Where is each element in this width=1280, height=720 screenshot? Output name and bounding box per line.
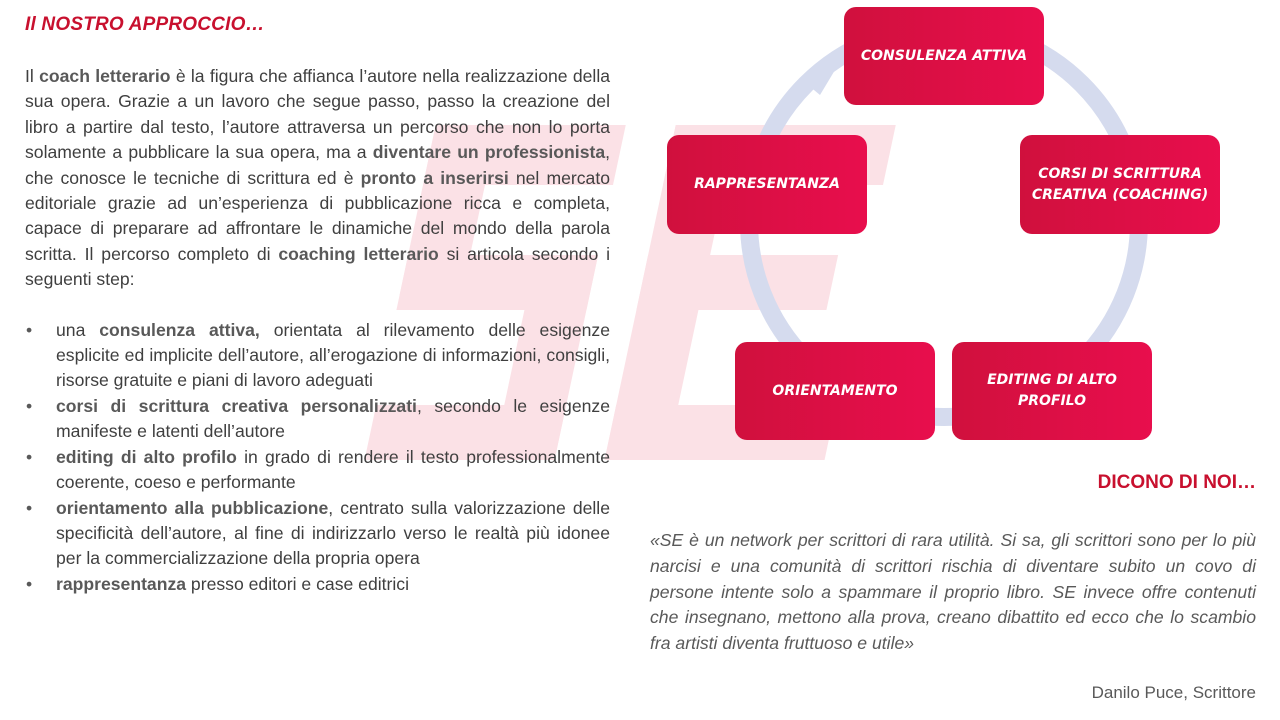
bold-text-run: corsi di scrittura creativa personalizzati (56, 395, 417, 416)
bold-text-run: rappresentanza (56, 573, 187, 594)
bold-text-run: coaching letterario (278, 243, 439, 264)
text-run: si articola secondo i seguenti step: (25, 243, 610, 290)
text-run: nel mercato editoriale grazie ad un’esperienza di pubblicazione ricca e completa, capace di preparare ad affrontare le dinamiche del mondo della parola scritta. Il percorso completo di (25, 167, 610, 264)
cycle-step-editing: EDITING DI ALTO PROFILO (952, 342, 1152, 440)
text-run: , che conosce le tecniche di scrittura ed è (25, 142, 611, 188)
testimonial-heading: DICONO DI NOI… (1097, 472, 1256, 493)
text-run: è la figura che affianca l’autore nella realizzazione della sua opera. Grazie a un lavoro che segue passo, passo la creazione del libro a partire dal testo, l’autore attraversa un percorso che non lo porta solamente a pubblicare la sua opera, ma a (25, 66, 611, 163)
bold-text-run: pronto a inserirsi (360, 167, 509, 188)
text-run: , secondo le esigenze manifeste e latenti dell’autore (56, 395, 610, 442)
testimonial-author: Danilo Puce, Scrittore (1091, 683, 1256, 702)
step-list-item (25, 394, 610, 445)
cycle-step-consulenza-attiva: CONSULENZA ATTIVA (844, 7, 1044, 105)
cycle-step-rappresentanza: RAPPRESENTANZA (667, 135, 867, 234)
bold-text-run: editing di alto profilo (56, 446, 237, 467)
cycle-step-corsi-scrittura: CORSI DI SCRITTURA CREATIVA (COACHING) (1020, 135, 1220, 234)
step-list-item (25, 445, 610, 496)
text-run: , centrato sulla valorizzazione delle specificità dell’autore, al fine di indirizzarlo verso le realtà più idonee per la commercializzazione della propria opera (56, 497, 611, 569)
step-list-item (25, 572, 610, 597)
approach-section (25, 64, 610, 597)
step-list-item (25, 318, 610, 394)
text-run: in grado di rendere il testo professionalmente coerente, coeso e performante (56, 446, 610, 493)
steps-list (25, 318, 610, 597)
text-run: Il (25, 66, 40, 86)
bold-text-run: coach letterario (39, 66, 171, 86)
text-run: una (56, 319, 100, 340)
bold-text-run: orientamento alla pubblicazione (56, 497, 329, 518)
step-list-item (25, 496, 610, 572)
intro-paragraph (25, 64, 610, 293)
testimonial-quote: «SE è un network per scrittori di rara utilità. Si sa, gli scrittori sono per lo più narcisi e una comunità di scrittori rischia di diventare subito un covo di persone intente solo a spammare il proprio libro. SE invece offre contenuti che insegnano, mettono alla prova, creano dibattito ed ecco che lo scambio fra artisti diventa fruttuoso e utile» (650, 530, 1256, 654)
cycle-step-orientamento: ORIENTAMENTO (735, 342, 935, 440)
bold-text-run: diventare un professionista (372, 142, 606, 163)
text-run: presso editori e case editrici (186, 573, 410, 594)
page-title: Il NOSTRO APPROCCIO… (25, 14, 265, 35)
bold-text-run: consulenza attiva, (99, 319, 260, 340)
text-run: orientata al rilevamento delle esigenze esplicite ed implicite dell’autore, all’erogazione di informazioni, consigli, risorse gratuite e piani di lavoro adeguati (56, 319, 610, 391)
